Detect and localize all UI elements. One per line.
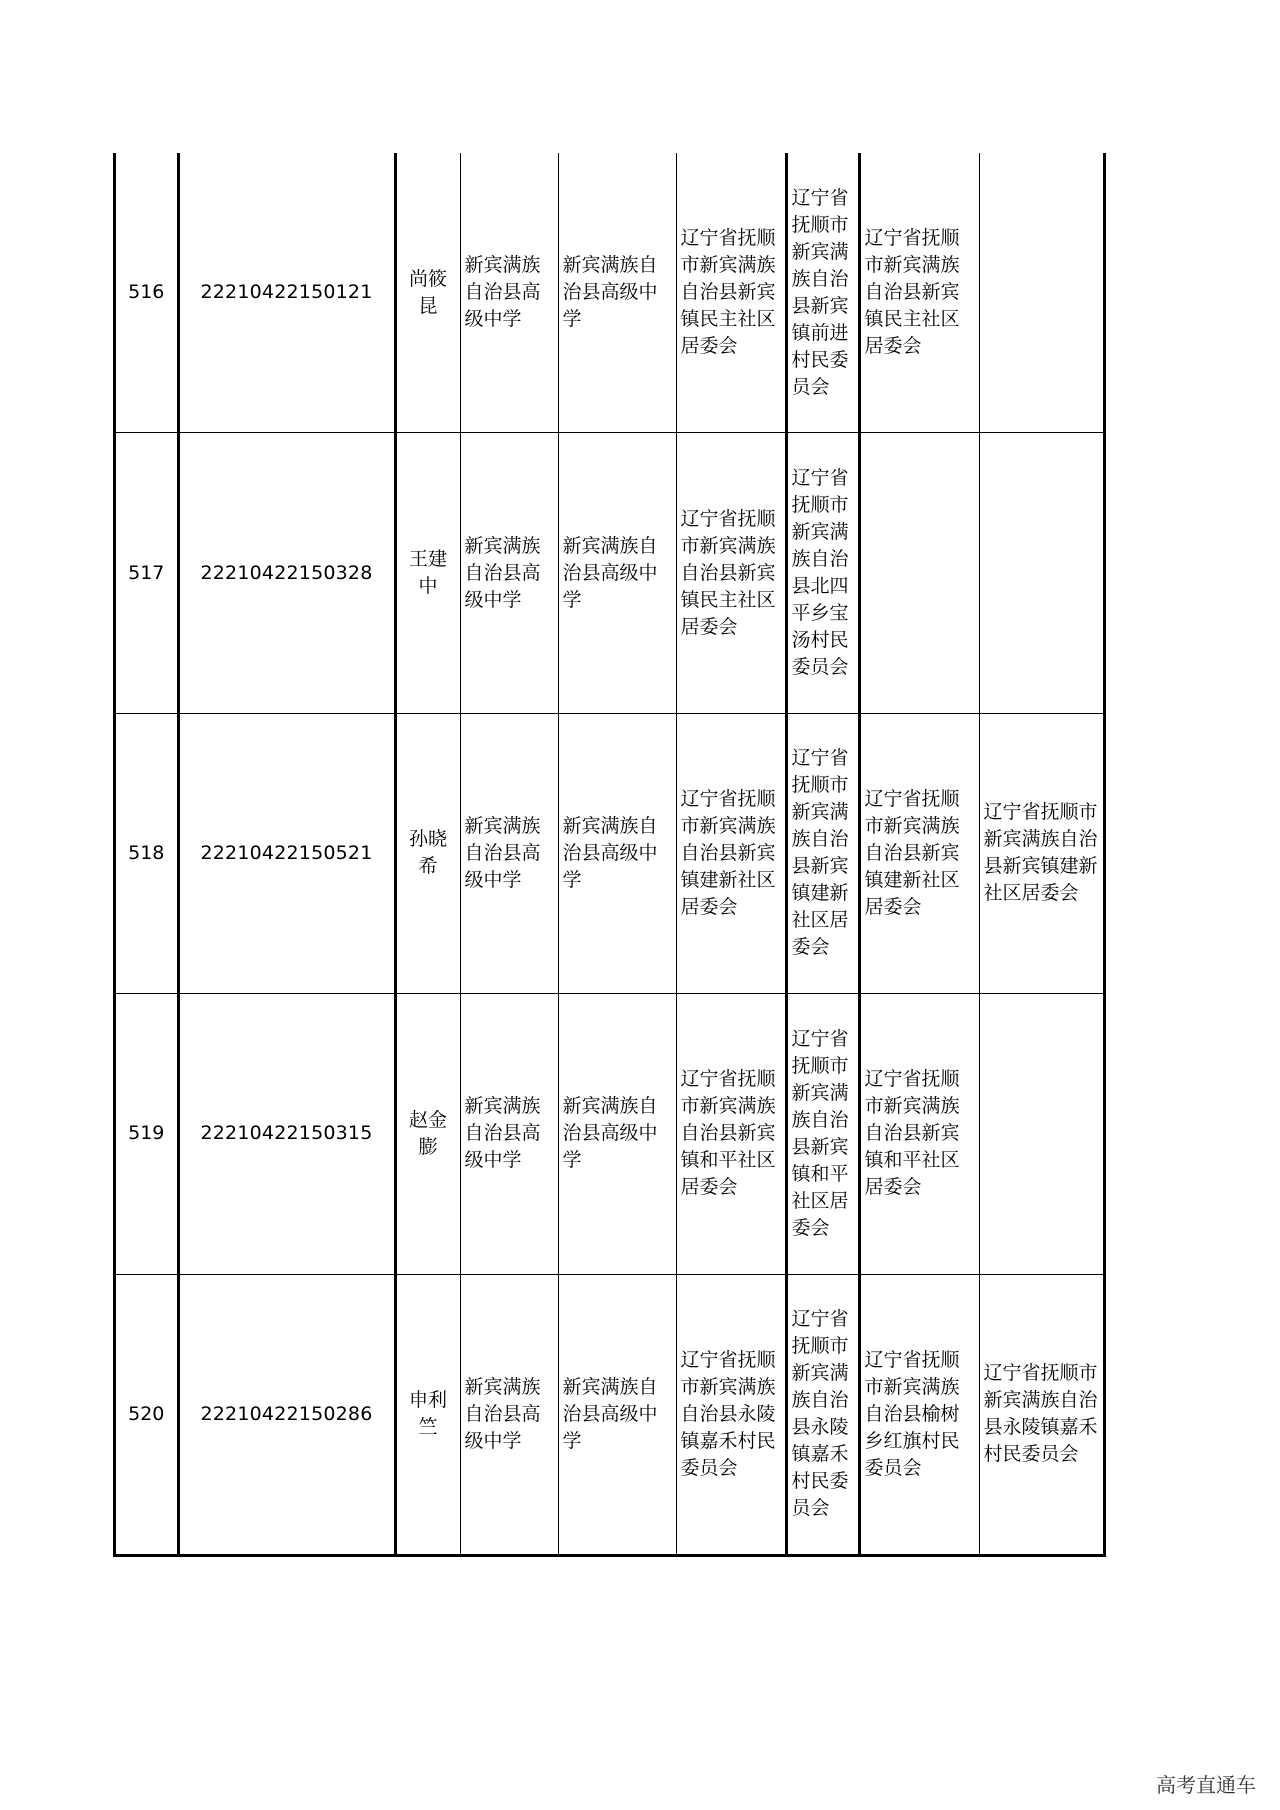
table-row: [116, 153, 1103, 433]
roster-table: [116, 153, 1103, 1554]
watermark-text: 高考直通车: [1156, 1773, 1256, 1797]
address-cell-1: 辽宁省抚顺市新宾满族自治县新宾镇建新社区居委会: [676, 713, 786, 993]
name-cell: 王建中: [395, 433, 460, 713]
address-cell-1: 辽宁省抚顺市新宾满族自治县新宾镇和平社区居委会: [676, 994, 786, 1274]
table-row: [116, 994, 1103, 1274]
address-cell-3: 辽宁省抚顺市新宾满族自治县新宾镇民主社区居委会: [859, 153, 979, 433]
unit-cell: 新宾满族自治县高级中学: [558, 713, 676, 993]
school-cell: 新宾满族自治县高级中学: [460, 1274, 558, 1554]
id-cell: 22210422150328: [178, 433, 395, 713]
id-cell: 22210422150315: [178, 994, 395, 1274]
address-cell-4: [979, 433, 1103, 713]
address-cell-3: 辽宁省抚顺市新宾满族自治县榆树乡红旗村民委员会: [859, 1274, 979, 1554]
id-cell: 22210422150121: [178, 153, 395, 433]
school-cell: 新宾满族自治县高级中学: [460, 153, 558, 433]
unit-cell: 新宾满族自治县高级中学: [558, 994, 676, 1274]
table-row: [116, 433, 1103, 713]
table-row: [116, 1274, 1103, 1554]
address-cell-3: 辽宁省抚顺市新宾满族自治县新宾镇建新社区居委会: [859, 713, 979, 993]
address-cell-1: 辽宁省抚顺市新宾满族自治县新宾镇民主社区居委会: [676, 433, 786, 713]
name-cell: 申利竺: [395, 1274, 460, 1554]
address-cell-4: [979, 153, 1103, 433]
address-cell-1: 辽宁省抚顺市新宾满族自治县新宾镇民主社区居委会: [676, 153, 786, 433]
unit-cell: 新宾满族自治县高级中学: [558, 433, 676, 713]
id-cell: 22210422150521: [178, 713, 395, 993]
address-cell-2: 辽宁省抚顺市新宾满族自治县新宾镇前进村民委员会: [786, 153, 859, 433]
unit-cell: 新宾满族自治县高级中学: [558, 153, 676, 433]
address-cell-2: 辽宁省抚顺市新宾满族自治县北四平乡宝汤村民委员会: [786, 433, 859, 713]
address-cell-2: 辽宁省抚顺市新宾满族自治县新宾镇和平社区居委会: [786, 994, 859, 1274]
seq-cell: 516: [116, 153, 178, 433]
address-cell-2: 辽宁省抚顺市新宾满族自治县永陵镇嘉禾村民委员会: [786, 1274, 859, 1554]
address-cell-4: 辽宁省抚顺市新宾满族自治县新宾镇建新社区居委会: [979, 713, 1103, 993]
address-cell-2: 辽宁省抚顺市新宾满族自治县新宾镇建新社区居委会: [786, 713, 859, 993]
name-cell: 赵金膨: [395, 994, 460, 1274]
school-cell: 新宾满族自治县高级中学: [460, 994, 558, 1274]
address-cell-4: 辽宁省抚顺市新宾满族自治县永陵镇嘉禾村民委员会: [979, 1274, 1103, 1554]
name-cell: 尚筱昆: [395, 153, 460, 433]
address-cell-3: [859, 433, 979, 713]
address-cell-4: [979, 994, 1103, 1274]
table-row: [116, 713, 1103, 993]
address-cell-3: 辽宁省抚顺市新宾满族自治县新宾镇和平社区居委会: [859, 994, 979, 1274]
school-cell: 新宾满族自治县高级中学: [460, 713, 558, 993]
roster-table-container: [113, 153, 1106, 1557]
name-cell: 孙晓希: [395, 713, 460, 993]
id-cell: 22210422150286: [178, 1274, 395, 1554]
seq-cell: 520: [116, 1274, 178, 1554]
address-cell-1: 辽宁省抚顺市新宾满族自治县永陵镇嘉禾村民委员会: [676, 1274, 786, 1554]
seq-cell: 518: [116, 713, 178, 993]
seq-cell: 517: [116, 433, 178, 713]
seq-cell: 519: [116, 994, 178, 1274]
unit-cell: 新宾满族自治县高级中学: [558, 1274, 676, 1554]
school-cell: 新宾满族自治县高级中学: [460, 433, 558, 713]
